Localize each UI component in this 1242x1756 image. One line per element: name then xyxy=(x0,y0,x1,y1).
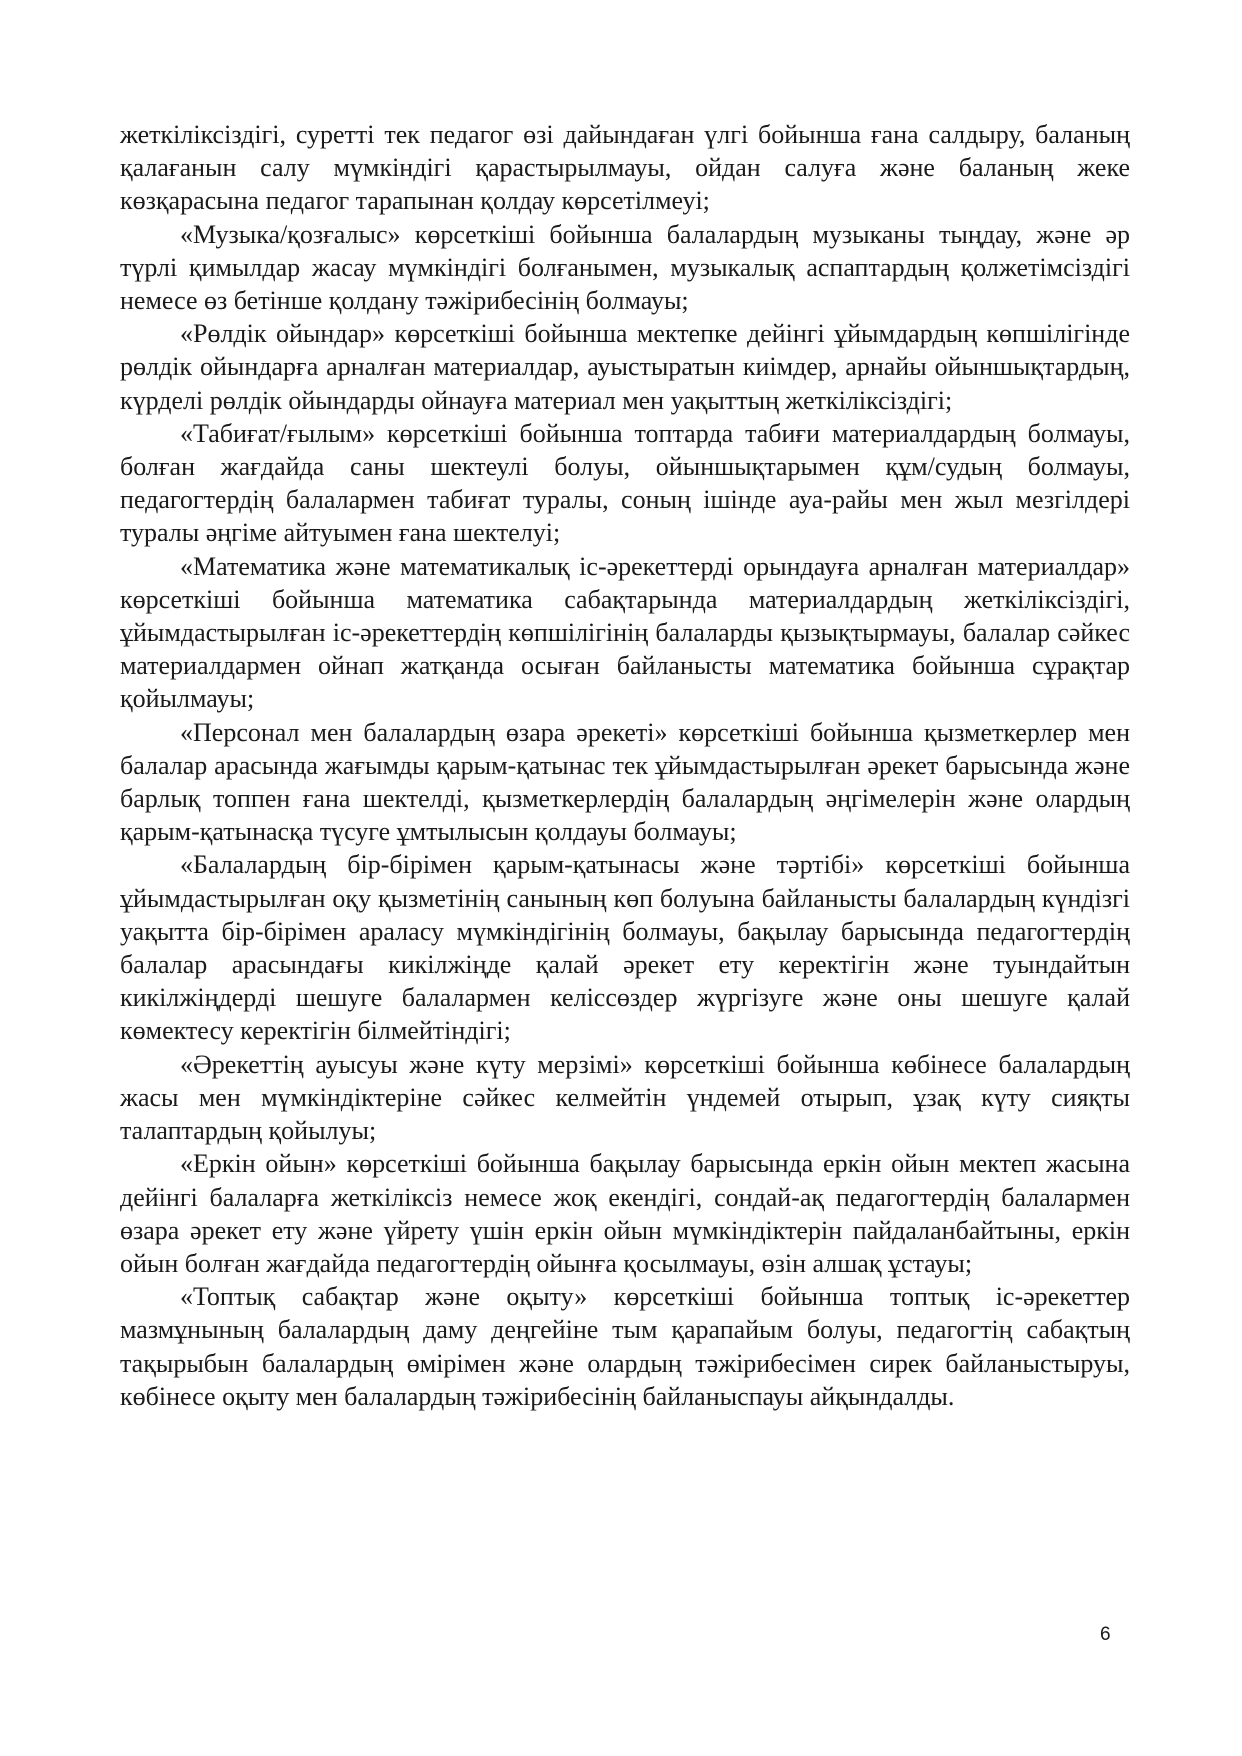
paragraph-continuation: жеткіліксіздігі, суретті тек педагог өзі дайындаған үлгі бойынша ғана салдыру, баланың қалағанын салу мүмкіндігі қарастырылмауы, ойдан салуға және баланың жеке көзқарасына педагог тарапынан қолдау көрсетілмеуі; xyxy=(120,120,1130,216)
paragraph-staff-child-interaction: «Персонал мен балалардың өзара әрекеті» көрсеткіші бойынша қызметкерлер мен балалар арасында жағымды қарым-қатынас тек ұйымдастырылған әрекет барысында және барлық топпен ғана шектелді, қызметкерлердің балалардың әңгімелерін және олардың қарым-қатынасқа түсуге ұмтылысын қолдауы болмауы; xyxy=(120,717,1130,847)
paragraph-transitions-waiting: «Әрекеттің ауысуы және күту мерзімі» көрсеткіші бойынша көбінесе балалардың жасы мен мүмкіндіктеріне сәйкес келмейтін үндемей отырып, ұзақ күту сияқты талаптардың қойылуы; xyxy=(120,1049,1130,1146)
page-number: 6 xyxy=(1100,1624,1111,1645)
paragraph-group-lessons: «Топтық сабақтар және оқыту» көрсеткіші бойынша топтық іс-әрекеттер мазмұнының балалардың даму деңгейіне тым қарапайым болуы, педагогтің сабақтың тақырыбын балалардың өмірімен және олардың тәжірибесімен сирек байланыстыруы, көбінесе оқыту мен балалардың тәжірибесінің байланыспауы айқындалды. xyxy=(120,1282,1130,1411)
body-text xyxy=(120,118,1130,1413)
paragraph-math: «Математика және математикалық іс-әрекеттерді орындауға арналған материалдар» көрсеткіші бойынша математика сабақтарында материалдардың жеткіліксіздігі, ұйымдастырылған іс-әрекеттердің көпшілігінің балаларды қызықтырмауы, балалар сәйкес материалдармен ойнап жатқанда осыған байланысты математика бойынша сұрақтар қойылмауы; xyxy=(120,551,1130,714)
paragraph-music-movement: «Музыка/қозғалыс» көрсеткіші бойынша балалардың музыканы тыңдау, және әр түрлі қимылдар жасау мүмкіндігі болғанымен, музыкалық аспаптардың қолжетімсіздігі немесе өз бетінше қолдану тәжірибесінің болмауы; xyxy=(120,219,1130,316)
paragraph-free-play: «Еркін ойын» көрсеткіші бойынша бақылау барысында еркін ойын мектеп жасына дейінгі балаларға жеткіліксіз немесе жоқ екендігі, сондай-ақ педагогтердің балалармен өзара әрекет ету және үйрету үшін еркін ойын мүмкіндіктерін пайдаланбайтыны, еркін ойын болған жағдайда педагогтердің ойынға қосылмауы, өзін алшақ ұстауы; xyxy=(120,1149,1130,1278)
paragraph-peer-interaction: «Балалардың бір-бірімен қарым-қатынасы және тәртібі» көрсеткіші бойынша ұйымдастырылған оқу қызметінің санының көп болуына байланысты балалардың күндізгі уақытта бір-бірімен араласу мүмкіндігінің болмауы, бақылау барысында педагогтердің балалар арасындағы кикілжіңде қалай әрекет ету керектігін және туындайтын кикілжіңдерді шешуге балалармен келіссөздер жүргізуге және оны шешуге қалай көмектесу керектігін білмейтіндігі; xyxy=(120,850,1130,1046)
paragraph-role-play: «Рөлдік ойындар» көрсеткіші бойынша мектепке дейінгі ұйымдардың көпшілігінде рөлдік ойындарға арналған материалдар, ауыстыратын киімдер, арнайы ойыншықтардың, күрделі рөлдік ойындарды ойнауға материал мен уақыттың жеткіліксіздігі; xyxy=(120,319,1130,415)
paragraph-nature-science: «Табиғат/ғылым» көрсеткіші бойынша топтарда табиғи материалдардың болмауы, болған жағдайда саны шектеулі болуы, ойыншықтарымен құм/судың болмауы, педагогтердің балалармен табиғат туралы, соның ішінде ауа-райы мен жыл мезгілдері туралы әңгіме айтуымен ғана шектелуі; xyxy=(120,418,1130,548)
